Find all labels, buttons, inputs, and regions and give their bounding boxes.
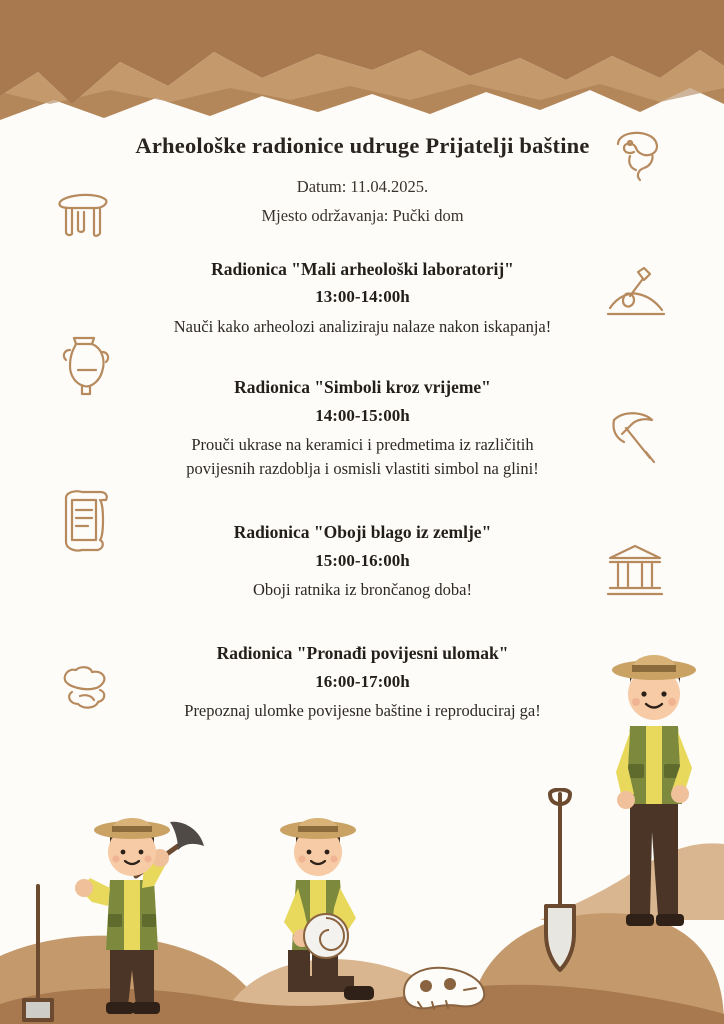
workshop-title: Radionica "Pronađi povijesni ulomak": [216, 642, 509, 663]
workshop-item-1: [110, 258, 615, 339]
event-date: Datum: 11.04.2025.: [296, 177, 429, 197]
dolmen-icon: [52, 182, 114, 244]
workshop-time: 13:00-14:00h: [315, 287, 410, 307]
scroll-icon: [52, 486, 114, 558]
workshop-description: Prepoznaj ulomke povijesne baštine i reproduciraj ga!: [184, 700, 541, 720]
page-title: Arheološke radionice udruge Prijatelji baštine: [135, 133, 590, 158]
workshop-description: Nauči kako arheolozi analiziraju nalaze nakon iskapanja!: [173, 316, 552, 336]
workshop-title: Radionica "Mali arheološki laboratorij": [211, 258, 514, 279]
workshop-description-line-1: Prouči ukrase na keramici i predmetima iz različitih: [191, 435, 534, 455]
workshop-description: Oboji ratnika iz brončanog doba!: [252, 579, 472, 599]
workshop-description-line-2: povijesnih razdoblja i osmisli vlastiti simbol na glini!: [186, 459, 539, 479]
ground-pickaxe-icon: [16, 880, 80, 1024]
poster-content: [110, 132, 615, 751]
workshop-item-4: [110, 642, 615, 723]
workshop-time: 16:00-17:00h: [315, 671, 410, 691]
fossil-shell-icon: [608, 126, 668, 186]
workshop-time: 14:00-15:00h: [315, 406, 410, 426]
character-pickaxe-archaeologist: [74, 802, 208, 1024]
bone-icon: [56, 662, 118, 720]
top-terrain-band: [0, 0, 724, 130]
shovel-icon: [524, 788, 596, 978]
character-kneeling-archaeologist: [258, 810, 388, 1024]
workshop-item-2: [110, 376, 615, 481]
event-location: Mjesto održavanja: Pučki dom: [261, 206, 464, 226]
character-standing-archaeologist: [596, 632, 712, 937]
workshop-title: Radionica "Simboli kroz vrijeme": [234, 377, 491, 398]
workshop-time: 15:00-16:00h: [315, 550, 410, 570]
workshop-title: Radionica "Oboji blago iz zemlje": [233, 522, 492, 543]
workshop-item-3: [110, 521, 615, 602]
top-terrain-shape: [0, 0, 724, 130]
fossil-skull-icon: [398, 958, 490, 1018]
